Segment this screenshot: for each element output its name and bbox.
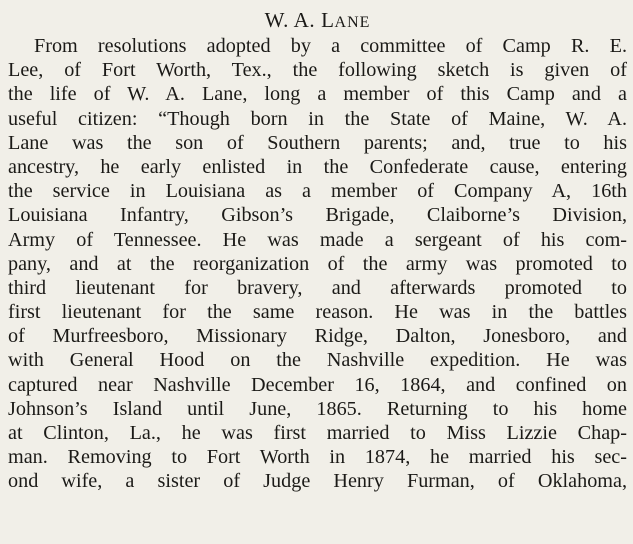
text-line: Army of Tennessee. He was made a sergeant of his com- — [8, 228, 627, 251]
text-line: man. Removing to Fort Worth in 1874, he married his sec- — [8, 446, 627, 469]
text-line: first lieutenant for the same reason. He was in the battles — [8, 301, 627, 324]
text-line: Johnson’s Island until June, 1865. Returning to his home — [8, 397, 627, 420]
text-line: the service in Louisiana as a member of Company A, 16th — [8, 180, 627, 203]
text-line: with General Hood on the Nashville expedition. He was — [8, 349, 627, 372]
text-line: pany, and at the reorganization of the army was promoted to — [8, 252, 627, 275]
text-line: Lee, of Fort Worth, Tex., the following sketch is given of — [8, 59, 627, 82]
article-body — [8, 34, 627, 494]
text-line: Louisiana Infantry, Gibson’s Brigade, Claiborne’s Division, — [8, 204, 627, 227]
article-title-smallcaps: ANE — [334, 14, 371, 31]
text-line: captured near Nashville December 16, 1864, and confined on — [8, 373, 627, 396]
text-line: ond wife, a sister of Judge Henry Furman, of Oklahoma, — [8, 470, 627, 493]
text-line: of Murfreesboro, Missionary Ridge, Dalton, Jonesboro, and — [8, 325, 627, 348]
text-line: the life of W. A. Lane, long a member of this Camp and a — [8, 83, 627, 106]
text-line: third lieutenant for bravery, and afterwards promoted to — [8, 276, 627, 299]
text-line: From resolutions adopted by a committee of Camp R. E. — [34, 35, 627, 57]
text-line: useful citizen: “Though born in the State of Maine, W. A. — [8, 107, 627, 130]
article-title — [8, 8, 627, 32]
text-line: Lane was the son of Southern parents; and, true to his — [8, 131, 627, 154]
article-title-main: W. A. L — [264, 8, 335, 32]
text-line: at Clinton, La., he was first married to Miss Lizzie Chap- — [8, 422, 627, 444]
text-line: ancestry, he early enlisted in the Confederate cause, entering — [8, 155, 627, 178]
